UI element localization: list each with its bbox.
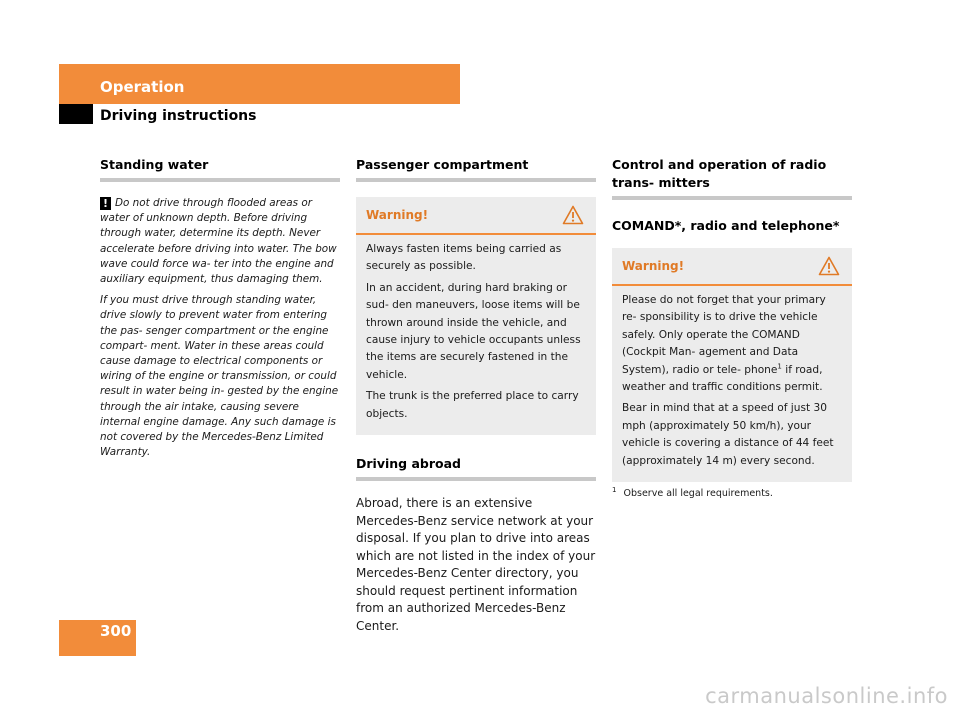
passenger-compartment-title: Passenger compartment — [356, 156, 596, 182]
warning-label: Warning! — [622, 259, 685, 273]
comand-subtitle: COMAND*, radio and telephone* — [612, 218, 840, 233]
warning-header — [612, 248, 852, 286]
footnote-mark: 1 — [612, 485, 617, 494]
warning-paragraph — [622, 292, 842, 396]
warning-text: Please do not forget that your primary re- sponsibility is to drive the vehicle safely. Only operate the COMAND (Cockpit Man- agement and Data System), radio or tele- phone — [622, 294, 826, 376]
warning-text: if road, weather and traffic conditions permit. — [622, 363, 823, 394]
column-passenger — [356, 156, 596, 635]
column-radio — [612, 156, 852, 499]
watermark: carmanualsonline.info — [705, 684, 948, 708]
note-paragraph: If you must drive through standing water, drive slowly to prevent water from entering the pas- senger compartment or the engine compart- ment. Water in these areas could cause damage to electrical components or wiring of the engine or transmission, or could result in water being in- gested by the engine through the air intake, causing severe internal engine damage. Any such damage is not covered by the Mercedes-Benz Limited Warranty. — [100, 294, 339, 459]
warning-body — [356, 235, 596, 435]
footnote-ref: 1 — [777, 362, 782, 371]
column-standing-water — [100, 156, 340, 466]
note-paragraph — [100, 196, 340, 287]
standing-water-note — [100, 196, 340, 460]
footnote-text: Observe all legal requirements. — [623, 488, 773, 500]
warning-triangle-icon — [562, 205, 584, 225]
warning-label: Warning! — [366, 208, 429, 222]
note-text: Do not drive through flooded areas or water of unknown depth. Before driving through water, determine its depth. Never accelerate before driving into water. The bow wave could force wa- ter into the engine and auxiliary equipment, thus damaging them. — [100, 197, 337, 286]
driving-abroad-title: Driving abroad — [356, 455, 596, 481]
radio-warning-box — [612, 248, 852, 482]
chapter-title: Operation — [100, 78, 185, 96]
exclamation-icon: ! — [100, 197, 111, 210]
section-tab-marker — [59, 104, 93, 124]
warning-paragraph: Always fasten items being carried as securely as possible. — [366, 243, 562, 273]
warning-header — [356, 197, 596, 235]
warning-triangle-icon — [818, 256, 840, 276]
radio-transmitters-title: Control and operation of radio trans- mitters — [612, 156, 852, 200]
driving-abroad-text: Abroad, there is an extensive Mercedes-Benz service network at your disposal. If you plan to drive into areas which are not listed in the index of your Mercedes-Benz Center directory, you should request pertinent information from an authorized Mercedes-Benz Center. — [356, 496, 596, 633]
passenger-warning-box — [356, 197, 596, 435]
footnote — [612, 485, 852, 500]
standing-water-title: Standing water — [100, 156, 340, 182]
warning-paragraph: The trunk is the preferred place to carry objects. — [366, 390, 579, 420]
page-number: 300 — [100, 622, 132, 640]
warning-paragraph: Bear in mind that at a speed of just 30 mph (approximately 50 km/h), your vehicle is covering a distance of 44 feet (approximately 14 m) every second. — [622, 402, 834, 467]
warning-paragraph: In an accident, during hard braking or sud- den maneuvers, loose items will be thrown around inside the vehicle, and cause injury to vehicle occupants unless the items are securely fastened in the vehicle. — [366, 281, 581, 381]
section-title: Driving instructions — [100, 108, 257, 124]
warning-body — [612, 286, 852, 482]
